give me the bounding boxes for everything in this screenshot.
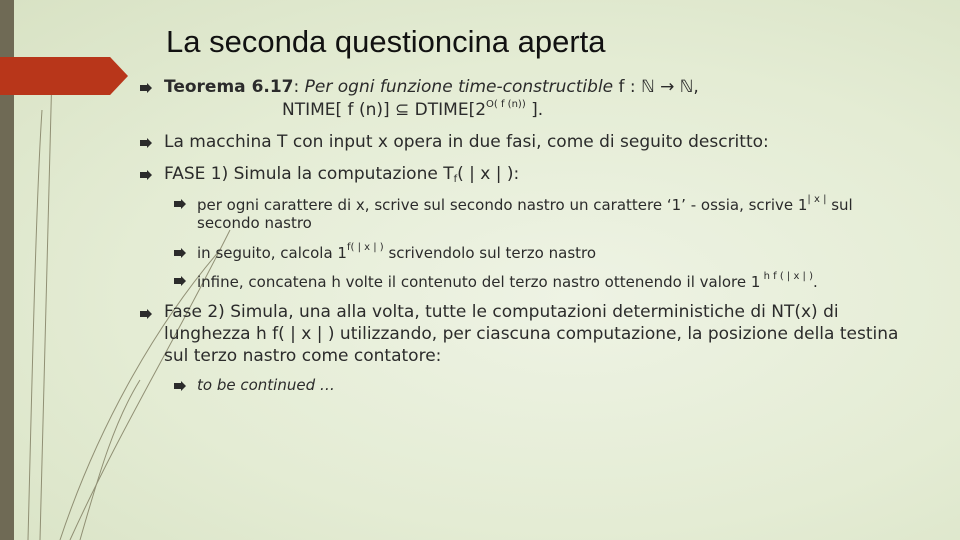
phase-1-text: FASE 1) Simula la computazione T — [164, 164, 454, 184]
step-3-text: infine, concatena h volte il contenuto del terzo nastro ottenendo il valore 1 — [197, 273, 761, 291]
step-2-text: in seguito, calcola 1 — [197, 244, 347, 262]
phase-1-sub: f — [453, 174, 458, 185]
arrow-bullet-icon — [174, 276, 186, 286]
step-1-tail: sul — [826, 196, 853, 214]
arrow-bullet-icon — [174, 248, 186, 258]
theorem-end: ]. — [525, 100, 544, 120]
phase-1-step-2 — [197, 242, 596, 262]
theorem-line-1 — [164, 77, 699, 97]
theorem-function: f : ℕ → ℕ, — [613, 77, 699, 97]
theorem-exponent: O( f (n)) — [486, 99, 526, 110]
theorem-colon: : — [293, 77, 300, 97]
phase-1-step-3 — [197, 271, 818, 291]
phase-2-line-2: lunghezza h f( | x | ) utilizzando, per ciascuna computazione, la posizione della testina — [164, 324, 899, 344]
phase-1-step-1 — [197, 194, 853, 214]
step-3-sup: h f ( | x | ) — [760, 271, 814, 282]
slide-title: La seconda questioncina aperta — [166, 24, 606, 59]
step-2-sup: f( | x | ) — [346, 242, 384, 253]
phase-2-line-3: sul terzo nastro come contatore: — [164, 346, 442, 366]
theorem-italic: Per ogni funzione time-constructible — [304, 77, 614, 97]
step-2-tail: scrivendolo sul terzo nastro — [383, 244, 597, 262]
theorem-line-2 — [282, 99, 543, 120]
arrow-bullet-icon — [174, 199, 186, 209]
theorem-inclusion: NTIME[ f (n)] ⊆ DTIME[2 — [282, 100, 487, 120]
phase-1-end: ( | x | ): — [457, 164, 520, 184]
step-1-sup: | x | — [807, 194, 827, 205]
machine-description: La macchina T con input x opera in due fasi, come di seguito descritto: — [164, 132, 769, 152]
arrow-bullet-icon — [140, 170, 152, 180]
arrow-bullet-icon — [140, 309, 152, 319]
phase-1-heading — [164, 164, 519, 185]
red-accent-tab — [0, 57, 128, 95]
arrow-bullet-icon — [140, 138, 152, 148]
step-3-tail: . — [813, 273, 818, 291]
arrow-bullet-icon — [174, 381, 186, 391]
phase-2-line-1: Fase 2) Simula, una alla volta, tutte le computazioni deterministiche di NT(x) di — [164, 302, 839, 322]
phase-1-step-1-cont: secondo nastro — [197, 214, 312, 232]
step-1-text: per ogni carattere di x, scrive sul secondo nastro un carattere ‘1’ - ossia, scrive 1 — [197, 196, 808, 214]
arrow-bullet-icon — [140, 83, 152, 93]
to-be-continued: to be continued … — [197, 376, 335, 394]
theorem-label: Teorema 6.17 — [164, 77, 294, 97]
